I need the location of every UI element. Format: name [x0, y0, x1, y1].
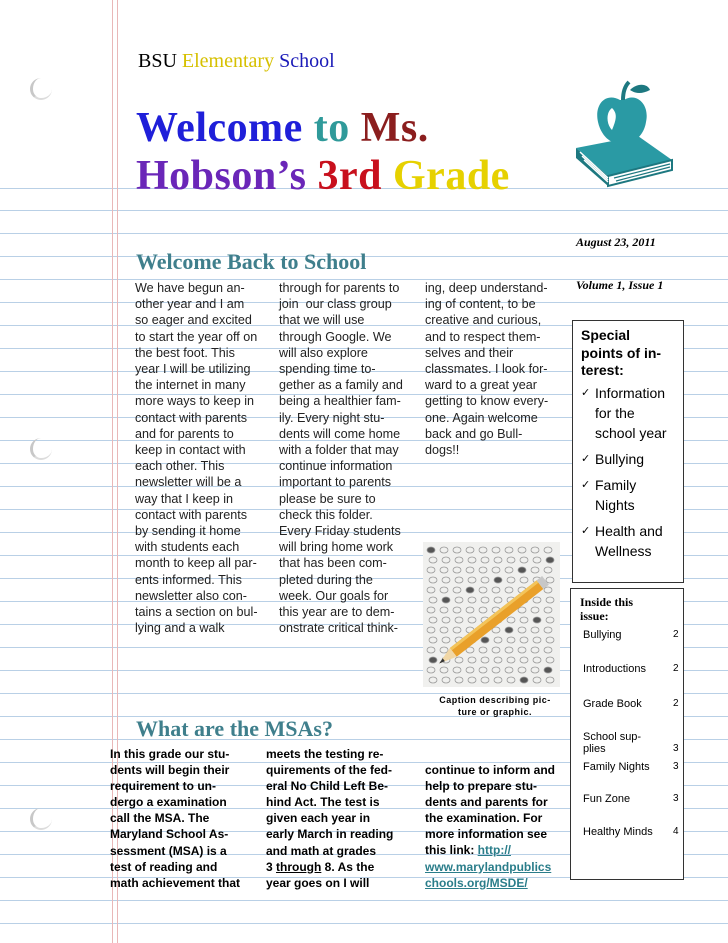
test-sheet-pencil-photo	[423, 542, 560, 687]
toc-row[interactable]: School sup- plies 3	[583, 731, 679, 755]
answer-bubble	[481, 637, 489, 643]
special-points-box	[572, 320, 684, 583]
apple-book-logo-icon	[568, 78, 676, 190]
toc-row[interactable]: Grade Book 2	[583, 698, 679, 710]
list-item: ✓ Health and Wellness	[581, 523, 663, 559]
answer-bubble	[442, 597, 450, 603]
toc-heading: Inside this issue:	[580, 595, 634, 623]
answer-bubble	[520, 677, 528, 683]
photo-caption: Caption describing pic- ture or graphic.	[439, 695, 551, 717]
checkmark-icon: ✓	[581, 453, 591, 465]
answer-bubble	[429, 657, 437, 663]
issue-volume: Volume 1, Issue 1	[576, 278, 664, 292]
special-points-heading: Special points of in- terest:	[581, 327, 662, 378]
article-column-3: ing, deep understand- ing of content, to be creative and curious, and to respect them- selves and their classmates. I look for- ward to a great year getting to know every- one. Again welcome back and go Bull- dogs!!	[425, 281, 549, 458]
binder-hole	[30, 438, 52, 460]
answer-bubble	[546, 557, 554, 563]
toc-row[interactable]: Bullying 2	[583, 629, 679, 641]
list-item: ✓ Family Nights	[581, 477, 637, 513]
answer-bubble	[466, 587, 474, 593]
answer-bubble	[518, 567, 526, 573]
checkmark-icon: ✓	[581, 387, 591, 399]
binder-hole	[30, 808, 52, 830]
article-heading: Welcome Back to School	[136, 249, 367, 274]
article-column-1: We have begun an- other year and I am so eager and excited to start the year off on the best foot. This year I will be utilizing the internet in many more ways to keep in contact with parents and for parents to keep in contact with each other. This newsletter will be a way that I keep in contact with parents by sending it home with students each month to keep all par- ents informed. This newsletter also con- tains a section on bul- lying and a walk	[135, 281, 258, 636]
checkmark-icon: ✓	[581, 525, 591, 537]
toc-row[interactable]: Healthy Minds 4	[583, 826, 679, 838]
msde-link[interactable]: www.marylandpublics	[425, 859, 552, 874]
msa-column-1: In this grade our stu- dents will begin their requirement to un- dergo a examination call the MSA. The Maryland School As- sessment (MSA) is a test of reading and math achievement that	[110, 747, 241, 890]
msa-column-3: continue to inform and help to prepare stu- dents and parents for the examination. For more information see this link: http:// www.marylandpublics chools.org/MSDE/	[425, 763, 555, 890]
toc-row[interactable]: Family Nights 3	[583, 761, 679, 773]
toc-row[interactable]: Introductions 2	[583, 663, 679, 675]
msde-link[interactable]: chools.org/MSDE/	[425, 875, 528, 890]
list-item: ✓ Bullying	[581, 451, 645, 467]
checkmark-icon: ✓	[581, 479, 591, 491]
answer-bubble	[544, 667, 552, 673]
msde-link[interactable]: http://	[477, 843, 511, 858]
list-item: ✓ Information for the school year	[581, 385, 667, 441]
issue-date: August 23, 2011	[576, 235, 656, 249]
msa-column-2: meets the testing re- quirements of the fed- eral No Child Left Be- hind Act. The test is given each year in early March in reading and math at grades 3 through 8. As the year goes on I will	[266, 747, 394, 890]
binder-hole	[30, 78, 52, 100]
answer-bubble	[533, 617, 541, 623]
page-title: Welcome to Ms. Hobson’s 3rd Grade	[136, 105, 510, 199]
answer-bubble	[427, 547, 435, 553]
school-name: BSU Elementary School	[138, 50, 335, 72]
article-heading: What are the MSAs?	[136, 716, 333, 741]
answer-bubble	[505, 627, 513, 633]
article-column-2: through for parents to join our class group that we will use through Google. We will also explore spending time to- gether as a family and being a healthier fam- ily. Every night stu- dents will come home with a folder that may continue information important to parents please be sure to check this folder. Every Friday students will bring home work that has been com- pleted during the week. Our goals for this year are to dem- onstrate critical think-	[279, 281, 403, 636]
table-of-contents-box	[570, 588, 684, 880]
answer-bubble	[494, 577, 502, 583]
toc-row[interactable]: Fun Zone 3	[583, 793, 679, 805]
